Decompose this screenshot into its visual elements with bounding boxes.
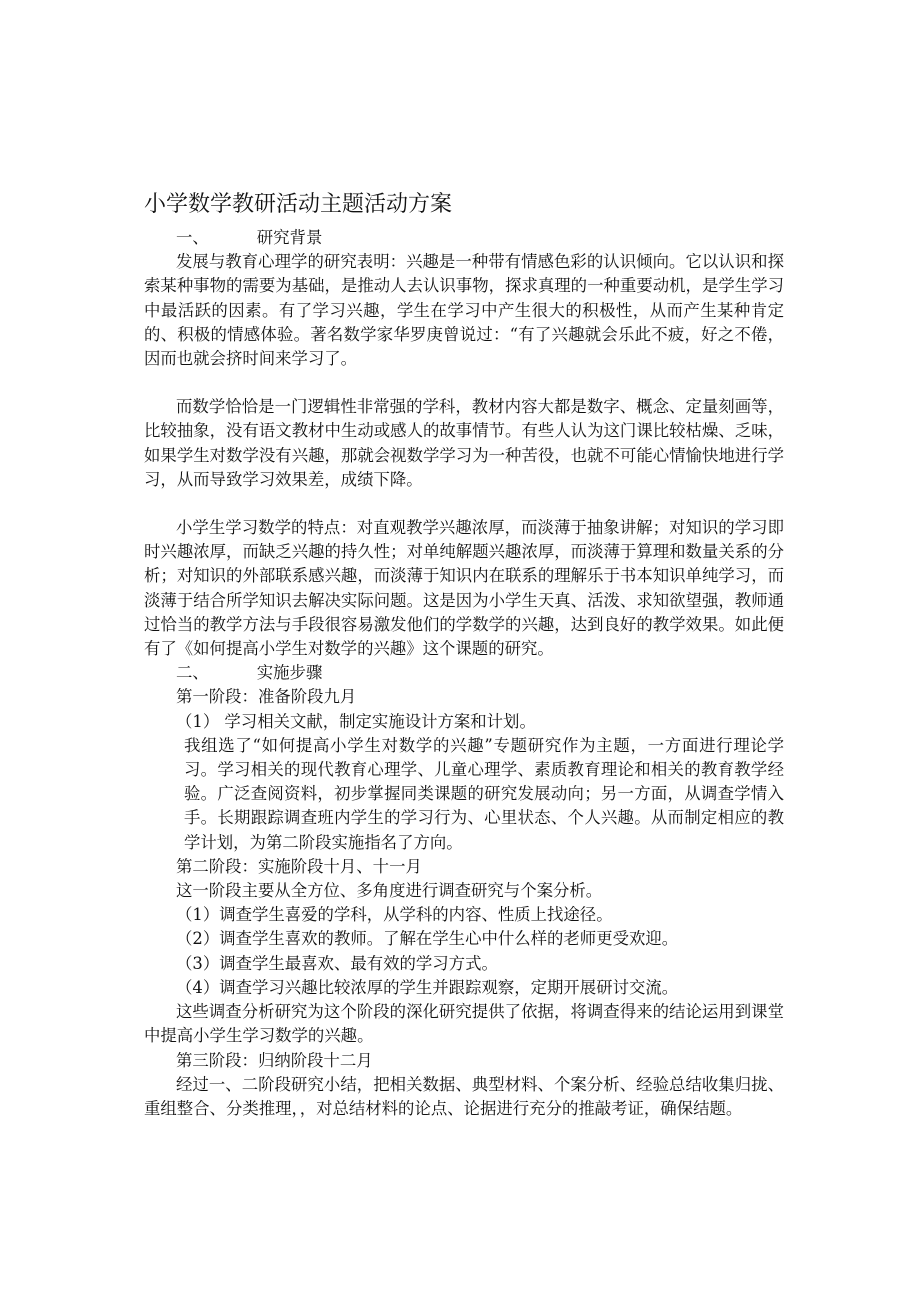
paragraph-2: 而数学恰恰是一门逻辑性非常强的学科，教材内容大都是数字、概念、定量刻画等，比较抽象，没有语文教材中生动或感人的故事情节。有些人认为这门课比较枯燥、乏味，如果学生对数学没有兴趣，那就会视数学学习为一种苦役，也就不可能心情愉快地进行学习，从而导致学习效果差，成绩下降。 [144, 397, 784, 489]
stage-2-intro: 这一阶段主要从全方位、多角度进行调查研究与个案分析。 [176, 881, 603, 901]
list-item: （1）调查学生喜爱的学科，从学科的内容、性质上找途径。 [176, 905, 613, 925]
section-number: 一、 [176, 228, 209, 247]
section-title: 实施步骤 [256, 663, 323, 683]
list-item: （4）调查学习兴趣比较浓厚的学生并跟踪观察，定期开展研讨交流。 [176, 977, 679, 997]
paragraph-4: 我组选了“如何提高小学生对数学的兴趣”专题研究作为主题，一方面进行理论学习。学习相关的现代教育心理学、儿童心理学、素质教育理论和相关的教育教学经验。广泛查阅资料，初步掌握同类课题的研究发展动向；另一方面，从调查学情入手。长期跟踪调查班内学生的学习行为、心里状态、个人兴趣。从而制定相应的教学计划，为第二阶段实施指名了方向。 [184, 735, 784, 852]
stage-1-item: （1） 学习相关文献，制定实施设计方案和计划。 [176, 711, 536, 731]
stage-2-heading: 第二阶段：实施阶段十月、十一月 [176, 856, 422, 876]
section-number: 二、 [176, 663, 209, 683]
list-item: （2）调查学生喜欢的教师。了解在学生心中什么样的老师更受欢迎。 [176, 929, 679, 949]
paragraph-3: 小学生学习数学的特点：对直观教学兴趣浓厚，而淡薄于抽象讲解；对知识的学习即时兴趣浓厚，而缺乏兴趣的持久性；对单纯解题兴趣浓厚，而淡薄于算理和数量关系的分析；对知识的外部联系感兴趣，而淡薄于知识内在联系的理解乐于书本知识单纯学习，而淡薄于结合所学知识去解决实际问题。这是因为小学生天真、活泼、求知欲望强，教师通过恰当的教学方法与手段很容易激发他们的学数学的兴趣，达到良好的教学效果。如此便有了《如何提高小学生对数学的兴趣》这个课题的研究。 [144, 518, 784, 659]
stage-1-heading: 第一阶段：准备阶段九月 [176, 687, 357, 707]
stage-3-heading: 第三阶段：归纳阶段十二月 [176, 1050, 373, 1070]
paragraph-6: 经过一、二阶段研究小结，把相关数据、典型材料、个案分析、经验总结收集归拢、重组整合、分类推理，，对总结材料的论点、论据进行充分的推敲考证，确保结题。 [144, 1074, 784, 1118]
section-heading-steps [144, 661, 784, 685]
paragraph-1: 发展与教育心理学的研究表明：兴趣是一种带有情感色彩的认识倾向。它以认识和探索某种事物的需要为基础，是推动人去认识事物，探求真理的一种重要动机，是学生学习中最活跃的因素。有了学习兴趣，学生在学习中产生很大的积极性，从而产生某种肯定的、积极的情感体验。著名数学家华罗庚曾说过：“有了兴趣就会乐此不疲，好之不倦，因而也就会挤时间来学习了。 [144, 252, 784, 369]
document-page [144, 190, 784, 1121]
section-heading-background [144, 226, 784, 250]
document-title: 小学数学教研活动主题活动方案 [144, 192, 453, 217]
section-title: 研究背景 [256, 228, 323, 247]
paragraph-5: 这些调查分析研究为这个阶段的深化研究提供了依据，将调查得来的结论运用到课堂中提高小学生学习数学的兴趣。 [144, 1002, 784, 1046]
list-item: （3）调查学生最喜欢、最有效的学习方式。 [176, 953, 498, 973]
